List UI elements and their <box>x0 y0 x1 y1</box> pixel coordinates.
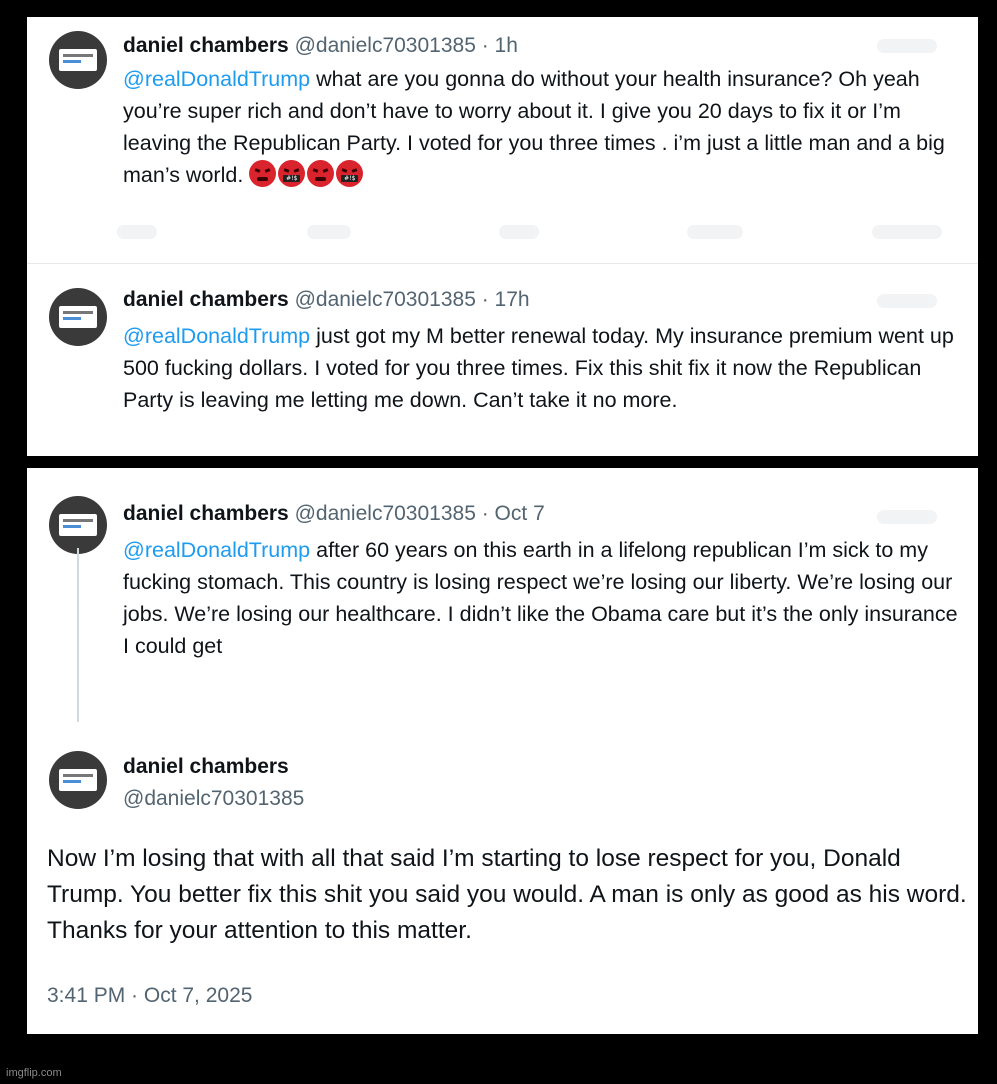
pouting-face-icon <box>307 160 334 187</box>
handle[interactable]: @danielc70301385 <box>294 34 476 57</box>
more-options-icon[interactable] <box>877 39 937 53</box>
screenshot-panel-top <box>27 17 978 456</box>
main-tweet[interactable] <box>27 738 978 1034</box>
handle[interactable]: @danielc70301385 <box>294 288 476 311</box>
tweet-text <box>123 534 963 662</box>
tweet-time[interactable]: · 17h <box>481 288 530 311</box>
share-icon[interactable] <box>872 225 942 239</box>
avatar[interactable] <box>49 288 107 346</box>
tweet-time[interactable]: · 1h <box>481 34 518 57</box>
watermark: imgflip.com <box>6 1067 62 1079</box>
tweet-text-content: what are you gonna do without your health insurance? Oh yeah you’re super rich and don’t have to worry about it. I give you 20 days to fix it or I’m leaving the Republican Party. I voted for you three times . i’m just a little man and a big man’s world. <box>123 67 945 187</box>
retweet-icon[interactable] <box>307 225 351 239</box>
tweet-text <box>123 63 963 191</box>
face-with-symbols-on-mouth-icon: #!$ <box>336 160 363 187</box>
tweet-header <box>123 288 530 312</box>
more-options-icon[interactable] <box>877 294 937 308</box>
screenshot-panel-bottom <box>27 468 978 1034</box>
tweet-text-content: just got my M better renewal today. My insurance premium went up 500 fucking dollars. I voted for you three times. Fix this shit fix it now the Republican Party is leaving me letting me down. Can’t take it no more. <box>123 324 954 412</box>
handle[interactable]: @danielc70301385 <box>123 787 305 810</box>
handle-row <box>123 787 304 811</box>
display-name[interactable]: daniel chambers <box>123 34 289 57</box>
handle[interactable]: @danielc70301385 <box>294 502 476 525</box>
views-icon[interactable] <box>687 225 743 239</box>
tweet-1[interactable] <box>27 17 978 263</box>
mention-link[interactable]: @realDonaldTrump <box>123 67 311 91</box>
display-name-row <box>123 755 289 779</box>
action-bar <box>27 225 978 255</box>
pouting-face-icon <box>249 160 276 187</box>
display-name[interactable]: daniel chambers <box>123 288 289 311</box>
tweet-timestamp[interactable]: 3:41 PM · Oct 7, 2025 <box>47 984 253 1007</box>
tweet-2[interactable] <box>27 264 978 456</box>
tweet-text-content: after 60 years on this earth in a lifelong republican I’m sick to my fucking stomach. This country is losing respect we’re losing our liberty. We’re losing our jobs. We’re losing our healthcare. I didn’t like the Obama care but it’s the only insurance I could get <box>123 538 958 658</box>
tweet-text <box>123 320 963 416</box>
tweet-header <box>123 502 545 526</box>
mention-link[interactable]: @realDonaldTrump <box>123 324 311 348</box>
reply-icon[interactable] <box>117 225 157 239</box>
display-name[interactable]: daniel chambers <box>123 755 289 778</box>
like-icon[interactable] <box>499 225 539 239</box>
avatar[interactable] <box>49 31 107 89</box>
tweet-header <box>123 34 518 58</box>
tweet-time[interactable]: · Oct 7 <box>481 502 545 525</box>
display-name[interactable]: daniel chambers <box>123 502 289 525</box>
thread-connector-line <box>77 548 79 722</box>
face-with-symbols-on-mouth-icon: #!$ <box>278 160 305 187</box>
more-options-icon[interactable] <box>877 510 937 524</box>
tweet-3[interactable] <box>27 468 978 718</box>
mention-link[interactable]: @realDonaldTrump <box>123 538 311 562</box>
avatar[interactable] <box>49 496 107 554</box>
avatar[interactable] <box>49 751 107 809</box>
main-tweet-text: Now I’m losing that with all that said I’m starting to lose respect for you, Donald Trump. You better fix this shit you said you would. A man is only as good as his word. Thanks for your attention to this matter. <box>47 845 967 944</box>
